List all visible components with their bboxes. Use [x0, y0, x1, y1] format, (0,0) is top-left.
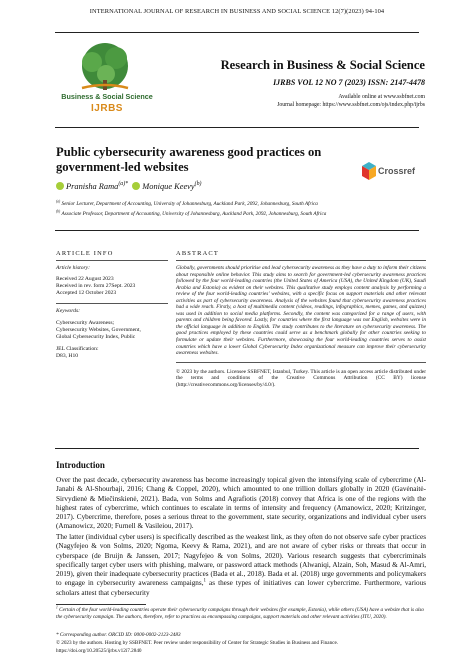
crossref-icon [362, 162, 376, 180]
availability-line: Available online at www.ssbfnet.com [338, 94, 425, 100]
accepted-date: Accepted 12 October 2023 [56, 290, 117, 296]
abstract [176, 250, 426, 389]
affiliation-b-text: Associate Professor, Department of Accounting, University of Johannesburg, Auckland Park, 2092, Johannesburg, South Africa [61, 211, 327, 217]
info-rule [56, 260, 168, 261]
keyword: Global Cybersecurity Index, Public [56, 334, 136, 340]
article-info [56, 250, 168, 360]
doi-link[interactable]: https://doi.org/10.20525/ijrbs.v12i7.2840 [56, 648, 142, 654]
footnote-ref[interactable]: 1 [203, 578, 207, 584]
header-rule [55, 32, 419, 33]
orcid-icon[interactable] [56, 182, 64, 190]
hosting-notice: © 2023 by the authors. Hosting by SSBFNET. Peer review under responsibility of Center for Strategic Studies in Business and Finance. [56, 640, 339, 646]
paragraph [56, 533, 426, 598]
info-rule [56, 303, 168, 304]
issue-line: IJRBS VOL 12 NO 7 (2023) ISSN: 2147-4478 [273, 78, 425, 87]
corresponding-author: * Corresponding author. ORCID ID: 0000-0002-2123-2483 [56, 632, 181, 638]
copyright-notice: © 2023 by the authors. Licensee SSBFNET, Istanbul, Turkey. This article is an open access article distributed under the terms and conditions of the Creative Commons Attribution (CC BY) license (http://creativecommons.org/licenses/by/4.0/). [176, 368, 426, 389]
author-1: Pranisha Rama [66, 182, 119, 191]
section-rule [55, 448, 419, 449]
abstract-heading: ABSTRACT [176, 250, 219, 257]
title-top-rule [55, 127, 419, 128]
author-2-affiliation: (b) [194, 181, 202, 188]
article-info-heading: ARTICLE INFO [56, 250, 114, 257]
article-title: Public cybersecurity awareness good practices on government-led websites [56, 145, 322, 174]
footnote-mark: 1 [56, 605, 58, 610]
jel-label: JEL Classification: [56, 346, 99, 352]
abstract-rule [176, 362, 426, 363]
affiliation-b [56, 211, 426, 217]
journal-running-header: INTERNATIONAL JOURNAL OF RESEARCH IN BUSINESS AND SOCIAL SCIENCE 12(7)(2023) 94-104 [89, 8, 385, 15]
revised-date: Received in rev. form 27Sept. 2023 [56, 283, 136, 289]
author-line [56, 182, 201, 191]
crossref-badge[interactable] [362, 160, 427, 184]
paragraph: Over the past decade, cybersecurity awareness has become increasingly topical given the intensifying scale of cybercrime (Al-Janabi & Al-Shourbaji, 2016; Chang & Coppel, 2020), which amounted to one trillion dollars globally in 2020 (Gavėnaitė-Sirvydienė & Miečinskienė, 2021). Bada, von Solms and Agrafiotis (2018) convey that Africa is one of the regions with the highest rates of cybercrime, which continues to escalate in terms of intensity and frequency (Amanowicz, 2020; Kritzinger, 2017). Cybercrime, therefore, poses a serious threat to the government, state security, organizations and individual cyber users (Amanowicz, 2020; Furnell & Vasileiou, 2017). [56, 476, 426, 531]
logo-abbreviation: IJRBS [91, 103, 123, 114]
affiliation-b-mark: (b) [56, 209, 61, 214]
introduction-heading: Introduction [56, 460, 105, 470]
footnote-text: Certain of the four world-leading countries operate their cybersecurity campaigns through their websites (for example, Estonia), while others (USA) have a website that is also the cybersecurity campaign. The authors, therefore, refer to practices as encompassing campaigns, support materials and other relevant activities (ITU, 2020). [56, 607, 425, 620]
journal-homepage[interactable]: Journal homepage: https://www.ssbfnet.com/ojs/index.php/ijrbs [277, 102, 425, 108]
orcid-icon[interactable] [132, 182, 140, 190]
history-label: Article history: [56, 265, 91, 271]
section-rule [55, 230, 419, 231]
received-date: Received 22 August 2023 [56, 276, 114, 282]
affiliation-a-mark: (a) [56, 199, 61, 204]
abstract-text: Globally, governments should prioritise and lead cybersecurity awareness as they have a duty to inform their citizens about responsible online behavior. This study aims to search for government-led cybersecurity awareness practices followed by the four world-leading countries (the United States of America (USA), the United Kingdom (UK), Saudi Arabia and Estonia) as evident on their websites. This qualitative study employs content analysis by performing a review of the four world-leading countries' websites, with a specific focus on support materials and other relevant activities as part of cybersecurity awareness. Analysis of the websites found that cybersecurity awareness practices had a wide reach. Firstly, a host of multimedia content (videos, readings, infographics, memes, games, and quizzes) was used in addition to social media platforms. Secondly, the content was categorized for a range of users, with parents and children being favored. Lastly, for countries where the first language was not English, websites were in the official language in addition to English. The study contributes to the literature on cybersecurity awareness. The good practices employed by these countries could serve as a benchmark globally for other countries seeking to formulate or update their websites. Furthermore, showcasing the four world-leading countries serves to assist countries which have a lower Global Cybersecurity Index organizational measure can improve their cybersecurity awareness websites. [176, 265, 426, 357]
logo-caption: Business & Social Science [61, 92, 153, 101]
keywords-label: Keywords: [56, 308, 81, 314]
keyword: Cybersecurity Awareness; [56, 320, 115, 326]
author-1-affiliation: (a)* [118, 181, 129, 188]
affiliation-a [56, 201, 426, 207]
jel-codes: D83, H10 [56, 353, 79, 359]
paragraph-text: The latter (individual cyber users) is specifically described as the weakest link, as they often do not observe safe cyber practices (Nagyfejeo & von Solms, 2020; Ngoma, Keevy & Rama, 2021), and are not aware of cyber risks or threats that occur in cyberspace (de Bruijn & Janssen, 2017; Nagyfejeo & von Solms, 2020). Various research suggests that cybercriminals specifically target cyber users with phishing, malware, or password attack methods (Alwaniqi, Alzain, Soh, Masud & Al-Amri, 2019), given their inadequate cybersecurity practices (Bada et al., 2018). Bada et al. (2018) urge governments and policymakers to engage in cybersecurity awareness campaigns, [56, 533, 426, 588]
crossref-label: Crossref [378, 166, 416, 176]
keyword: Cybersecurity Websites, Government, [56, 327, 141, 333]
paragraph-text: as these types of initiatives can lower cybercrime. Furthermore, various scholars attest that cybersecurity [56, 579, 426, 597]
affiliation-a-text: Senior Lecturer, Department of Accounting, University of Johannesburg, Auckland Park, 2092, Johannesburg, South Africa [61, 201, 318, 207]
author-2: Monique Keevy [142, 182, 195, 191]
footnote-1 [56, 607, 426, 620]
abstract-rule [176, 260, 426, 261]
footnote-rule [56, 604, 146, 605]
journal-name: Research in Business & Social Science [220, 58, 425, 72]
